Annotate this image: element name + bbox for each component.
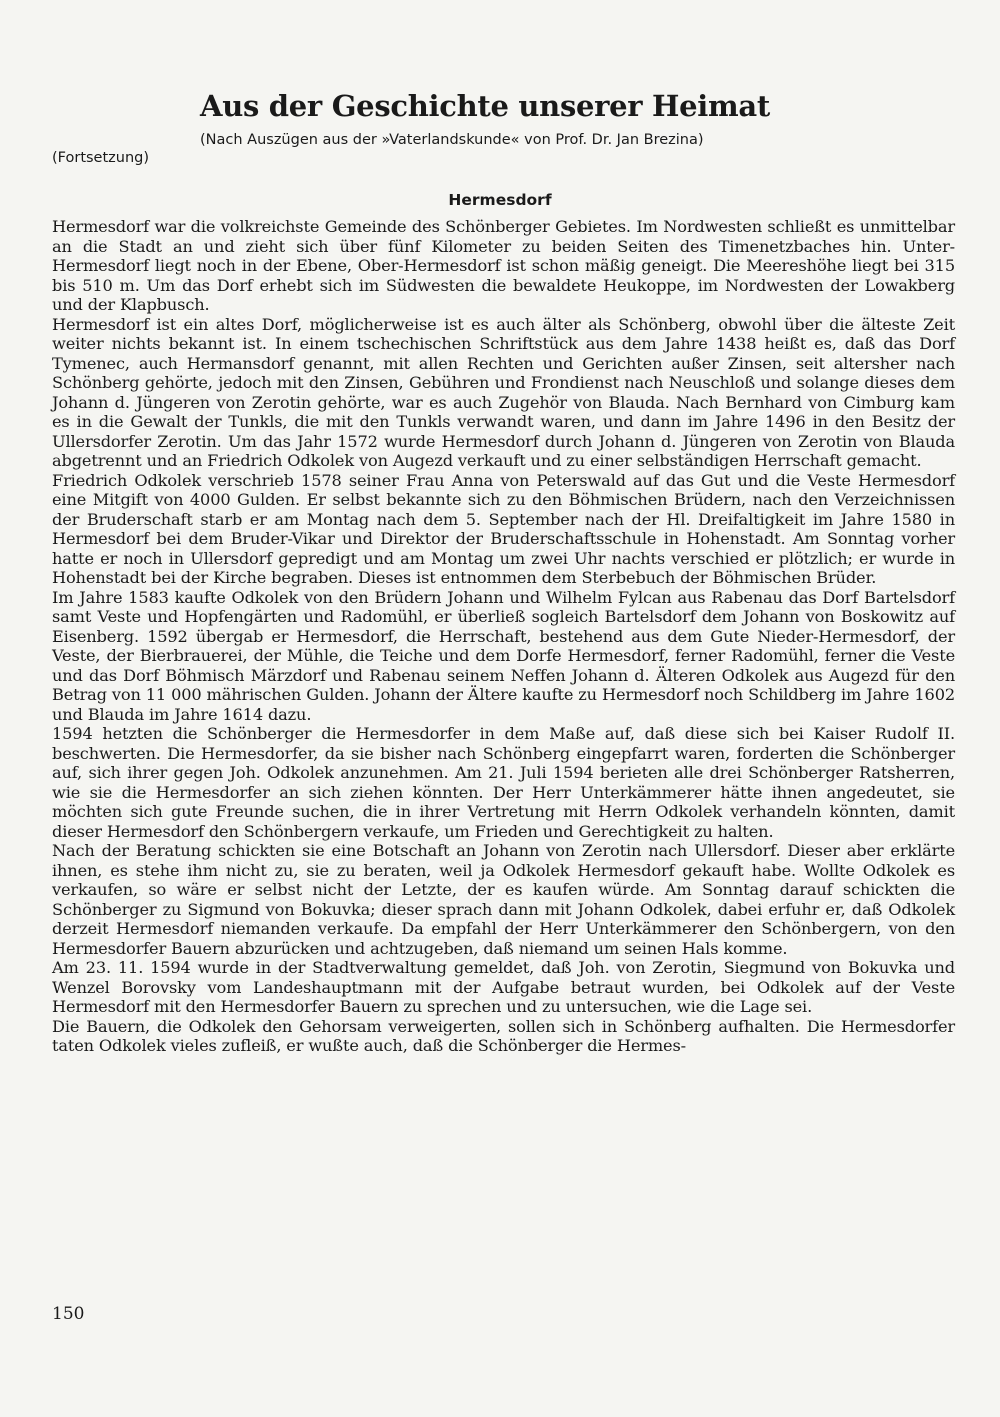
paragraph: 1594 hetzten die Schönberger die Hermesdorfer in dem Maße auf, daß diese sich bei Kaiser Rudolf II. beschwerten. Die Hermesdorfer, da sie bisher nach Schönberg eingepfarrt waren, forderten die Schönberger auf, sich ihrer gegen Joh. Odkolek anzunehmen. Am 21. Juli 1594 berieten alle drei Schönberger Ratsherren, wie sie die Hermesdorfer an sich ziehen könnten. Der Herr Unterkämmerer hätte ihnen angedeutet, sie möchten sich gute Freunde suchen, die in ihrer Vertretung mit Herrn Odkolek verhandeln könnten, damit dieser Hermesdorf den Schönbergern verkaufe, um Frieden und Gerechtigkeit zu halten. bbox=[52, 724, 955, 841]
paragraph: Hermesdorf ist ein altes Dorf, möglicherweise ist es auch älter als Schönberg, obwohl über die älteste Zeit weiter nichts bekannt ist. In einem tschechischen Schriftstück aus dem Jahre 1438 heißt es, daß das Dorf Tymenec, auch Hermansdorf genannt, mit allen Rechten und Gerichten außer Zinsen, seit altersher nach Schönberg gehörte, jedoch mit den Zinsen, Gebühren und Frondienst nach Neuschloß und solange dieses dem Johann d. Jüngeren von Zerotin gehörte, war es auch Zugehör von Blauda. Nach Bernhard von Cimburg kam es in die Gewalt der Tunkls, die mit den Tunkls verwandt waren, und dann im Jahre 1496 in den Besitz der Ullersdorfer Zerotin. Um das Jahr 1572 wurde Hermesdorf durch Johann d. Jüngeren von Zerotin von Blauda abgetrennt und an Friedrich Odkolek von Augezd verkauft und zu einer selbständigen Herrschaft gemacht. bbox=[52, 314, 955, 470]
source-subtitle: (Nach Auszügen aus der »Vaterlandskunde« von Prof. Dr. Jan Brezina) bbox=[200, 132, 704, 148]
page-number: 150 bbox=[52, 1304, 85, 1324]
article-body bbox=[52, 217, 955, 1056]
paragraph: Die Bauern, die Odkolek den Gehorsam verweigerten, sollen sich in Schönberg aufhalten. Die Hermesdorfer taten Odkolek vieles zufleiß, er wußte auch, daß die Schönberger die Hermes- bbox=[52, 1016, 955, 1055]
paragraph: Friedrich Odkolek verschrieb 1578 seiner Frau Anna von Peterswald auf das Gut und die Veste Hermesdorf eine Mitgift von 4000 Gulden. Er selbst bekannte sich zu den Böhmischen Brüdern, nach den Verzeichnissen der Bruderschaft starb er am Montag nach dem 5. September nach der Hl. Dreifaltigkeit im Jahre 1580 in Hermesdorf bei dem Bruder-Vikar und Direktor der Bruderschaftsschule in Hohenstadt. Am Sonntag vorher hatte er noch in Ullersdorf gepredigt und am Montag um zwei Uhr nachts verschied er plötzlich; er wurde in Hohenstadt bei der Kirche begraben. Dieses ist entnommen dem Sterbebuch der Böhmischen Brüder. bbox=[52, 470, 955, 587]
section-heading: Hermesdorf bbox=[448, 191, 552, 209]
page-title: Aus der Geschichte unserer Heimat bbox=[200, 89, 770, 123]
paragraph: Am 23. 11. 1594 wurde in der Stadtverwaltung gemeldet, daß Joh. von Zerotin, Siegmund von Bokuvka und Wenzel Borovsky vom Landeshauptmann mit der Aufgabe betraut wurden, bei Odkolek auf der Veste Hermesdorf mit den Hermesdorfer Bauern zu sprechen und zu untersuchen, wie die Lage sei. bbox=[52, 958, 955, 1016]
continuation-note: (Fortsetzung) bbox=[52, 150, 150, 166]
paragraph: Im Jahre 1583 kaufte Odkolek von den Brüdern Johann und Wilhelm Fylcan aus Rabenau das Dorf Bartelsdorf samt Veste und Hopfengärten und Radomühl, er überließ sogleich Bartelsdorf dem Johann von Boskowitz auf Eisenberg. 1592 übergab er Hermesdorf, die Herrschaft, bestehend aus dem Gute Nieder-Hermesdorf, der Veste, der Bierbrauerei, der Mühle, die Teiche und dem Dorfe Hermesdorf, ferner Radomühl, ferner die Veste und das Dorf Böhmisch Märzdorf und Rabenau seinem Neffen Johann d. Älteren Odkolek aus Augezd für den Betrag von 11 000 mährischen Gulden. Johann der Ältere kaufte zu Hermesdorf noch Schildberg im Jahre 1602 und Blauda im Jahre 1614 dazu. bbox=[52, 587, 955, 724]
paragraph: Hermesdorf war die volkreichste Gemeinde des Schönberger Gebietes. Im Nordwesten schließt es unmittelbar an die Stadt an und zieht sich über fünf Kilometer zu beiden Seiten des Timenetzbaches hin. Unter-Hermesdorf liegt noch in der Ebene, Ober-Hermesdorf ist schon mäßig geneigt. Die Meereshöhe liegt bei 315 bis 510 m. Um das Dorf erhebt sich im Südwesten die bewaldete Heukoppe, im Nordwesten der Lowakberg und der Klapbusch. bbox=[52, 217, 955, 314]
paragraph: Nach der Beratung schickten sie eine Botschaft an Johann von Zerotin nach Ullersdorf. Dieser aber erklärte ihnen, es stehe ihm nicht zu, sie zu beraten, weil ja Odkolek Hermesdorf gekauft habe. Wollte Odkolek es verkaufen, so wäre er selbst nicht der Letzte, der es kaufen würde. Am Sonntag darauf schickten die Schönberger zu Sigmund von Bokuvka; dieser sprach dann mit Johann Odkolek, dabei erfuhr er, daß Odkolek derzeit Hermesdorf niemanden verkaufe. Da empfahl der Herr Unterkämmerer den Schönbergern, von den Hermesdorfer Bauern abzurücken und achtzugeben, daß niemand um seinen Hals komme. bbox=[52, 841, 955, 958]
